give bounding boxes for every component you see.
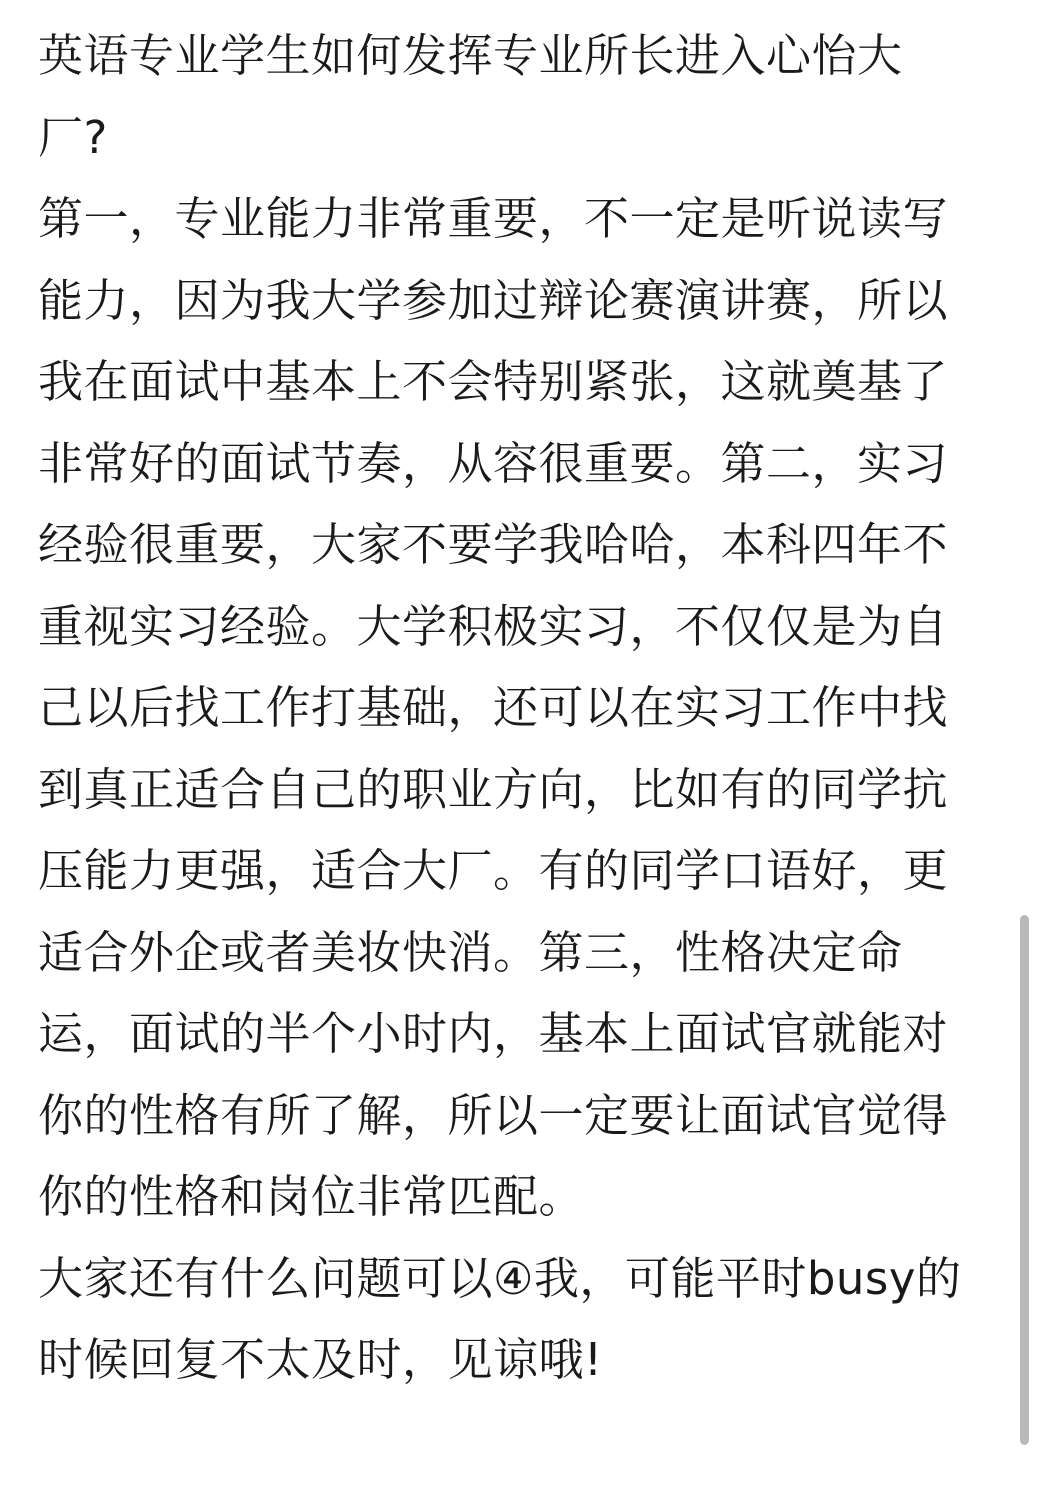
- scrollbar[interactable]: [1017, 0, 1031, 1504]
- article-closing: 大家还有什么问题可以④我，可能平时busy的时候回复不太及时，见谅哦!: [38, 1251, 962, 1386]
- scrollbar-thumb[interactable]: [1020, 915, 1029, 1445]
- article-content: [38, 15, 968, 1401]
- article-body: 第一，专业能力非常重要，不一定是听说读写能力，因为我大学参加过辩论赛演讲赛，所以我在面试中基本上不会特别紧张，这就奠基了非常好的面试节奏，从容很重要。第二，实习经验很重要，大家不要学我哈哈，本科四年不重视实习经验。大学积极实习，不仅仅是为自己以后找工作打基础，还可以在实习工作中找到真正适合自己的职业方向，比如有的同学抗压能力更强，适合大厂。有的同学口语好，更适合外企或者美妆快消。第三，性格决定命运，面试的半个小时内，基本上面试官就能对你的性格有所了解，所以一定要让面试官觉得你的性格和岗位非常匹配。: [38, 192, 949, 1223]
- article-title: 英语专业学生如何发挥专业所长进入心怡大厂?: [38, 29, 903, 164]
